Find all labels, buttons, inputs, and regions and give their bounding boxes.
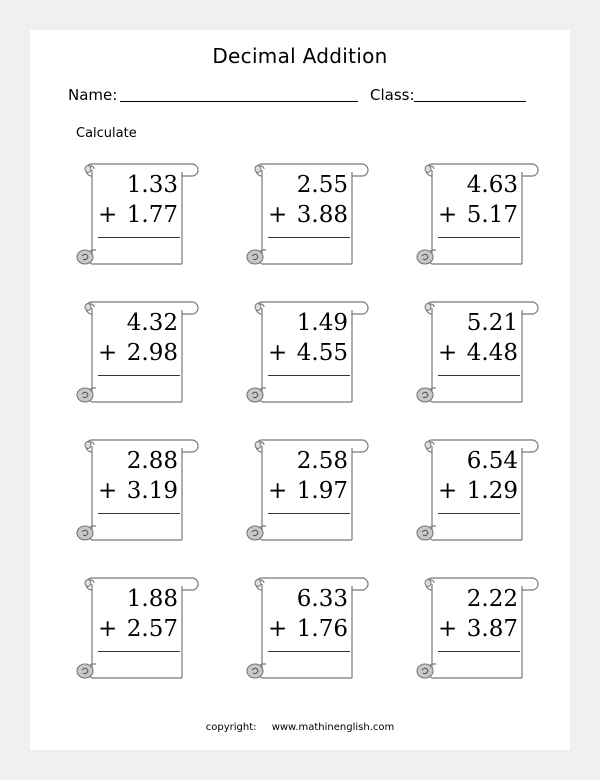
problem-card xyxy=(414,298,540,410)
addend-top: 1.49 xyxy=(296,310,348,336)
operator-sign: + xyxy=(438,616,458,642)
answer-line[interactable] xyxy=(438,513,520,514)
answer-line[interactable] xyxy=(98,651,180,652)
addend-top: 2.22 xyxy=(466,586,518,612)
name-label: Name: xyxy=(68,86,118,104)
addend-top: 2.55 xyxy=(296,172,348,198)
answer-line[interactable] xyxy=(98,513,180,514)
answer-line[interactable] xyxy=(438,651,520,652)
addend-top: 5.21 xyxy=(466,310,518,336)
addend-bottom: 3.87 xyxy=(466,616,518,642)
addend-top: 2.88 xyxy=(126,448,178,474)
operator-sign: + xyxy=(438,478,458,504)
addend-top: 6.33 xyxy=(296,586,348,612)
problem-card xyxy=(244,160,370,272)
addend-bottom: 1.97 xyxy=(296,478,348,504)
answer-line[interactable] xyxy=(438,237,520,238)
operator-sign: + xyxy=(268,340,288,366)
answer-line[interactable] xyxy=(98,237,180,238)
addend-bottom: 1.29 xyxy=(466,478,518,504)
problem-card xyxy=(414,574,540,686)
problem-card xyxy=(74,436,200,548)
class-label: Class: xyxy=(370,86,415,104)
problem-card xyxy=(414,160,540,272)
addend-bottom: 2.98 xyxy=(126,340,178,366)
problem-grid xyxy=(74,160,520,708)
addend-top: 6.54 xyxy=(466,448,518,474)
addend-bottom: 4.48 xyxy=(466,340,518,366)
copyright-site[interactable]: www.mathinenglish.com xyxy=(271,722,395,733)
problem-card xyxy=(244,574,370,686)
problem-card xyxy=(244,298,370,410)
problem-card xyxy=(244,436,370,548)
answer-line[interactable] xyxy=(268,375,350,376)
addend-bottom: 4.55 xyxy=(296,340,348,366)
copyright-label: copyright: xyxy=(205,722,257,733)
addend-top: 1.33 xyxy=(126,172,178,198)
addend-top: 2.58 xyxy=(296,448,348,474)
footer xyxy=(30,722,570,733)
addend-bottom: 2.57 xyxy=(126,616,178,642)
problem-card xyxy=(74,574,200,686)
operator-sign: + xyxy=(438,202,458,228)
operator-sign: + xyxy=(98,202,118,228)
addend-bottom: 1.77 xyxy=(126,202,178,228)
addend-top: 1.88 xyxy=(126,586,178,612)
addend-top: 4.32 xyxy=(126,310,178,336)
addend-top: 4.63 xyxy=(466,172,518,198)
instruction-text: Calculate xyxy=(76,126,137,141)
answer-line[interactable] xyxy=(98,375,180,376)
operator-sign: + xyxy=(98,478,118,504)
addend-bottom: 5.17 xyxy=(466,202,518,228)
class-field-line[interactable] xyxy=(414,101,526,102)
answer-line[interactable] xyxy=(268,237,350,238)
page-title: Decimal Addition xyxy=(212,44,388,68)
operator-sign: + xyxy=(268,478,288,504)
operator-sign: + xyxy=(438,340,458,366)
problem-card xyxy=(414,436,540,548)
worksheet-page xyxy=(30,30,570,750)
operator-sign: + xyxy=(98,340,118,366)
operator-sign: + xyxy=(268,616,288,642)
operator-sign: + xyxy=(98,616,118,642)
problem-card xyxy=(74,160,200,272)
problem-card xyxy=(74,298,200,410)
name-field-line[interactable] xyxy=(120,101,358,102)
addend-bottom: 1.76 xyxy=(296,616,348,642)
answer-line[interactable] xyxy=(268,513,350,514)
answer-line[interactable] xyxy=(438,375,520,376)
addend-bottom: 3.88 xyxy=(296,202,348,228)
answer-line[interactable] xyxy=(268,651,350,652)
addend-bottom: 3.19 xyxy=(126,478,178,504)
operator-sign: + xyxy=(268,202,288,228)
